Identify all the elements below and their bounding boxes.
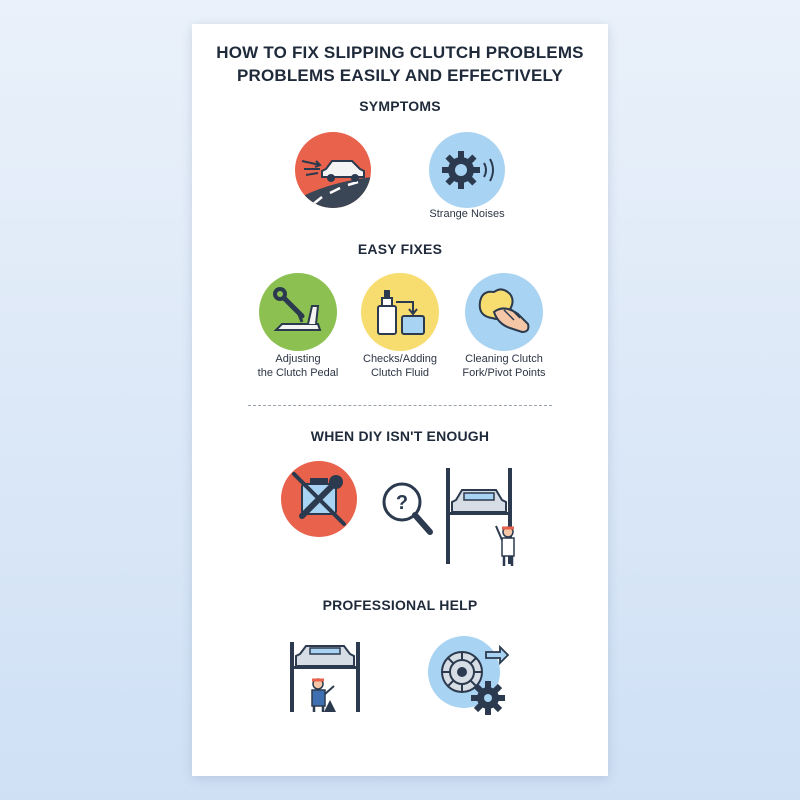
adjusting-pedal-label-1: Adjusting — [275, 353, 321, 365]
fluid-bottle-icon — [360, 272, 440, 352]
section-divider — [248, 405, 552, 406]
cleaning-label-1: Cleaning Clutch — [465, 353, 543, 365]
fluid-label-2: Clutch Fluid — [370, 367, 430, 379]
title-line-2: PROBLEMS EASILY AND EFFECTIVELY — [236, 66, 564, 85]
fluid-label-1: Checks/Adding — [363, 353, 437, 365]
adjusting-pedal-label-2: the Clutch Pedal — [257, 367, 339, 379]
easy-fixes-heading: EASY FIXES — [357, 241, 443, 257]
professional-heading: PROFESSIONAL HELP — [322, 597, 478, 613]
cleaning-hand-icon — [464, 272, 544, 352]
strange-noises-label: Strange Noises — [429, 208, 505, 220]
infographic-card — [192, 24, 608, 776]
magnifier-question-icon — [380, 480, 436, 538]
noisy-gear-icon — [428, 131, 506, 209]
svg-text:?: ? — [395, 492, 409, 514]
lift-mechanic-icon — [284, 640, 368, 714]
title-line-1: HOW TO FIX SLIPPING CLUTCH PROBLEMS — [216, 43, 584, 62]
slipping-car-icon — [294, 131, 372, 209]
car-lift-mechanic-icon — [442, 466, 522, 568]
cleaning-label-2: Fork/Pivot Points — [462, 367, 546, 379]
wrench-pedal-icon — [258, 272, 338, 352]
no-diy-icon — [280, 460, 358, 538]
symptoms-heading: SYMPTOMS — [359, 98, 441, 114]
diy-heading: WHEN DIY ISN'T ENOUGH — [310, 428, 490, 444]
gears-arrow-icon — [426, 632, 512, 722]
